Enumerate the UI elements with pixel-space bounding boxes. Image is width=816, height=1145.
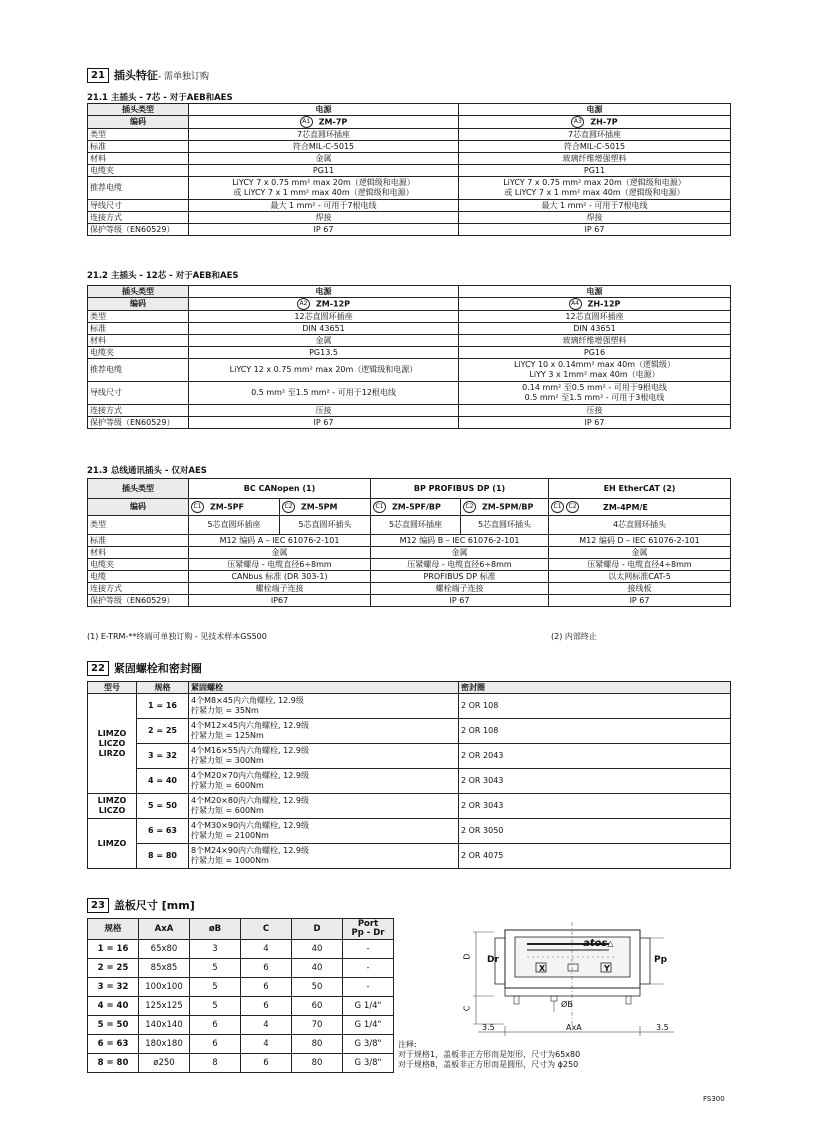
table-row: 3 = 32 4个M16×55内六角螺栓, 12.9级 拧紧力矩 = 300Nm 2 OR 2043 xyxy=(88,744,731,769)
section-21-title: 21 插头特征 - 需单独订购 xyxy=(87,67,209,83)
table-23: 规格 AxA øB C D Port Pp - Dr 1 = 16 65x80 3 4 40 - 2 = 25 85x85 5 6 40 - 3 = 32 100x100 5 6 50 - 4 = 40 125x125 5 6 60 G 1/4" 5 = 50 140x140 6 4 70 G 1/4" 6 = 63 180x180 6 4 80 G 3/8" 8 = 80 ø250 8 6 80 G 3/8" xyxy=(87,918,394,1073)
page-footer: FS300 xyxy=(703,1095,725,1103)
port-pp-shape xyxy=(640,938,650,984)
plate-base xyxy=(505,988,640,996)
value-cell: 8 xyxy=(190,1054,241,1073)
value-cell: - xyxy=(343,940,394,959)
section-22-title: 22 紧固螺栓和密封圈 xyxy=(87,660,202,676)
table-22: 型号 规格 紧固螺栓 密封圈 LIMZO LICZO LIRZO 1 = 16 4个M8×45内六角螺栓, 12.9级 拧紧力矩 = 35Nm 2 OR 108 2 = 25 4个M12×45内六角螺栓, 12.9级 拧紧力矩 = 125Nm 2 OR 108 3 = 32 4个M16×55内六角螺栓, 12.9级 拧紧力矩 = 300Nm 2 OR 2043 4 = 40 4个M20×70内六角螺栓, 12.9级 拧紧力矩 = 600Nm 2 OR 3043 LIMZO LICZO 5 = 50 4个M20×80内六角螺栓, 12.9级 拧紧力矩 = 600Nm 2 OR 3043 LIMZO 6 = 63 4个M30×90内六角螺栓, 12.9级 拧紧力矩 = 2100Nm 2 OR 3050 8 = 80 8个M24×90内六角螺栓, 12.9级 拧紧力矩 = 1000Nm 2 OR 4075 xyxy=(87,681,731,869)
size-cell: 4 = 40 xyxy=(88,997,139,1016)
section-21-1-title: 21.1 主插头 - 7芯 - 对于AEB和AES xyxy=(87,93,233,103)
section-21-3-title: 21.3 总线通讯插头 - 仅对AES xyxy=(87,466,207,476)
value-cell: 5 xyxy=(190,978,241,997)
table-row: 8 = 80 8个M24×90内六角螺栓, 12.9级 拧紧力矩 = 1000Nm 2 OR 4075 xyxy=(88,844,731,869)
code-circle: C2 xyxy=(282,501,295,513)
table-row: 2 = 25 4个M12×45内六角螺栓, 12.9级 拧紧力矩 = 125Nm 2 OR 108 xyxy=(88,719,731,744)
value-cell: - xyxy=(343,959,394,978)
value-cell: G 3/8" xyxy=(343,1054,394,1073)
dr-label: Dr xyxy=(487,955,499,965)
table-21-3: 插头类型 BC CANopen (1) BP PROFIBUS DP (1) EH EtherCAT (2) 编码 C1 ZM-5PF C2 ZM-5PM C1 ZM-5PF/BP C2 ZM-5PM/BP C1 C2 ZM-4PM/E 类型 5芯直圆环插座 5芯直圆环插头 5芯直圆环插座 5芯直圆环插头 4芯直圆环插头 标准 M12 编码 A – IEC 61076-2-101 M12 编码 B – IEC 61076-2-101 M12 编码 D – IEC 61076-2-101 材料 金属 金属 金属 电缆夹 压紧螺母 - 电缆直径6÷8mm 压紧螺母 - 电缆直径6÷8mm 压紧螺母 - 电缆直径4÷8mm 电缆 CANbus 标准 (DR 303-1) PROFIBUS DP 标准 以太网标准CAT-5 连接方式 螺栓端子连接 螺栓端子连接 接线板 保护等级（EN60529） IP67 IP 67 IP 67 xyxy=(87,478,731,607)
code-circle: C2 xyxy=(463,501,476,513)
value-cell: 6 xyxy=(190,1035,241,1054)
value-cell: 6 xyxy=(190,1016,241,1035)
diagram-notes: 注释: 对于规格1，盖板非正方形而是矩形，尺寸为65x80 对于规格8，盖板非正方形而是圆形，尺寸为 ϕ250 xyxy=(398,1040,581,1069)
type-header: 插头类型 xyxy=(88,104,189,116)
table-21-1: 插头类型 电源 电源 编码 A1 ZM-7P A3 ZH-7P 类型 7芯直圆环插座 7芯直圆环插座 标准 符合MIL-C-5015 符合MIL-C-5015 材料 金属 玻璃纤维增强塑料 电缆夹 PG11 PG11 推荐电缆 LiYCY 7 x 0.75 mm² max 20m（逻辑级和电源） 或 LiYCY 7 x 1 mm² max 40m（逻辑级和电源） LiYCY 7 x 0.75 mm² max 20m（逻辑级和电源） 或 LiYCY 7 x 1 mm² max 40m（逻辑级和电源） 导线尺寸 最大 1 mm² - 可用于7根电线 最大 1 mm² - 可用于7根电线 连接方式 焊接 焊接 保护等级（EN60529） IP 67 IP 67 xyxy=(87,103,731,236)
value-cell: 80 xyxy=(292,1035,343,1054)
value-cell: 4 xyxy=(241,1016,292,1035)
section-23-title: 23 盖板尺寸 [mm] xyxy=(87,897,195,913)
code-circle: A4 xyxy=(569,298,582,310)
table-row xyxy=(88,1054,394,1073)
y-label: Y xyxy=(604,964,610,973)
dim-b-label: ØB xyxy=(561,1000,573,1009)
code-circle: A2 xyxy=(297,298,310,310)
value-cell: 4 xyxy=(241,1035,292,1054)
code-circle: A1 xyxy=(300,116,313,128)
pp-label: Pp xyxy=(654,955,668,965)
table-row: LIMZO 6 = 63 4个M30×90内六角螺栓, 12.9级 拧紧力矩 = 2100Nm 2 OR 3050 xyxy=(88,819,731,844)
code-circle: C1 xyxy=(551,501,564,513)
section-21-2-title: 21.2 主插头 - 12芯 - 对于AEB和AES xyxy=(87,271,239,281)
table-row: 4 = 40 4个M20×70内六角螺栓, 12.9级 拧紧力矩 = 600Nm 2 OR 3043 xyxy=(88,769,731,794)
value-cell: 6 xyxy=(241,978,292,997)
code-circle: A3 xyxy=(571,116,584,128)
value-cell: 140x140 xyxy=(139,1016,190,1035)
table-21-2: 插头类型 电源 电源 编码 A2 ZM-12P A4 ZH-12P 类型 12芯直圆环插座 12芯直圆环插座 标准 DIN 43651 DIN 43651 材料 金属 玻璃纤维增强塑料 电缆夹 PG13.5 PG16 推荐电缆 LiYCY 12 x 0.75 mm² max 20m（逻辑级和电源） LiYCY 10 x 0.14mm² max 40m（逻辑级） LiYY 3 x 1mm² max 40m（电源） 导线尺寸 0.5 mm² 至1.5 mm² - 可用于12根电线 0.14 mm² 至0.5 mm² - 可用于9根电线 0.5 mm² 至1.5 mm² - 可用于3根电线 连接方式 压接 压接 保护等级（EN60529） IP 67 IP 67 xyxy=(87,285,731,429)
value-cell: - xyxy=(343,978,394,997)
table-row xyxy=(88,1016,394,1035)
value-cell: 65x80 xyxy=(139,940,190,959)
table-row xyxy=(88,940,394,959)
table-row xyxy=(88,978,394,997)
value-cell: 85x85 xyxy=(139,959,190,978)
value-cell: 50 xyxy=(292,978,343,997)
value-cell: 100x100 xyxy=(139,978,190,997)
table-23-body xyxy=(88,940,394,1073)
value-cell: 40 xyxy=(292,959,343,978)
value-cell: 4 xyxy=(241,940,292,959)
dim-c-label: C xyxy=(462,1005,472,1012)
value-cell: 70 xyxy=(292,1016,343,1035)
table-row: LIMZO LICZO 5 = 50 4个M20×80内六角螺栓, 12.9级 拧紧力矩 = 600Nm 2 OR 3043 xyxy=(88,794,731,819)
value-cell: G 1/4" xyxy=(343,997,394,1016)
dim-left-3-5: 3.5 xyxy=(482,1023,495,1032)
value-cell: ø250 xyxy=(139,1054,190,1073)
size-cell: 2 = 25 xyxy=(88,959,139,978)
value-cell: G 3/8" xyxy=(343,1035,394,1054)
value-cell: 6 xyxy=(241,1054,292,1073)
size-cell: 5 = 50 xyxy=(88,1016,139,1035)
x-label: X xyxy=(539,964,546,973)
value-cell: 5 xyxy=(190,959,241,978)
size-cell: 6 = 63 xyxy=(88,1035,139,1054)
value-cell: 60 xyxy=(292,997,343,1016)
table-row: LIMZO LICZO LIRZO 1 = 16 4个M8×45内六角螺栓, 12.9级 拧紧力矩 = 35Nm 2 OR 108 xyxy=(88,694,731,719)
size-cell: 8 = 80 xyxy=(88,1054,139,1073)
code-circle: C1 xyxy=(373,501,386,513)
size-cell: 3 = 32 xyxy=(88,978,139,997)
value-cell: G 1/4" xyxy=(343,1016,394,1035)
table-row xyxy=(88,997,394,1016)
value-cell: 6 xyxy=(241,959,292,978)
value-cell: 80 xyxy=(292,1054,343,1073)
size-cell: 1 = 16 xyxy=(88,940,139,959)
code-circle: C1 xyxy=(191,501,204,513)
atos-logo: atos△ xyxy=(583,938,614,949)
value-cell: 180x180 xyxy=(139,1035,190,1054)
code-circle: C2 xyxy=(566,501,579,513)
dim-d-label: D xyxy=(462,953,472,960)
table-row xyxy=(88,959,394,978)
value-cell: 125x125 xyxy=(139,997,190,1016)
footnote-1: (1) E-TRM-**终端可单独订购 - 见技术样本GS500 xyxy=(87,632,267,641)
value-cell: 40 xyxy=(292,940,343,959)
footnote-2: (2) 内部终止 xyxy=(551,632,597,641)
value-cell: 3 xyxy=(190,940,241,959)
dim-axa-label: AxA xyxy=(566,1023,582,1032)
code-header: 编码 xyxy=(88,116,189,129)
table-row xyxy=(88,1035,394,1054)
value-cell: 6 xyxy=(241,997,292,1016)
value-cell: 5 xyxy=(190,997,241,1016)
dim-right-3-5: 3.5 xyxy=(656,1023,669,1032)
